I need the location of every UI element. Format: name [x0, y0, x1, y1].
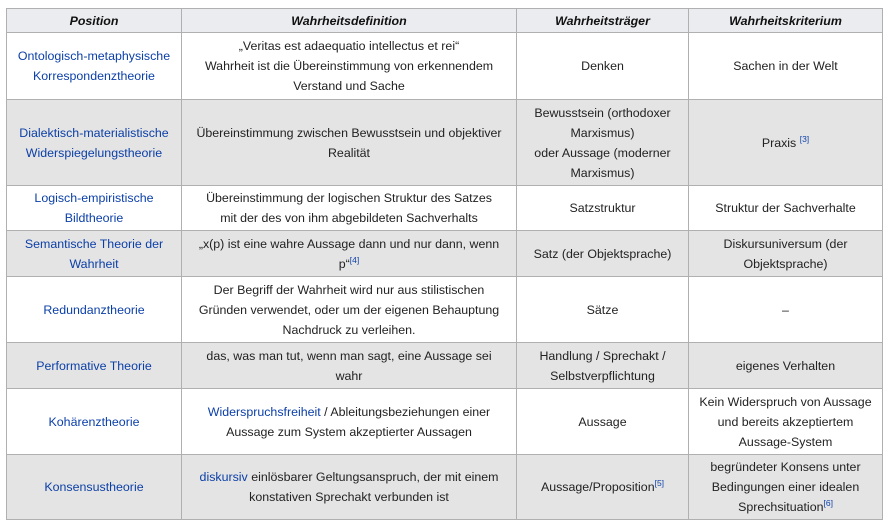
kriterium-line: Kein Widerspruch von Aussage: [699, 394, 872, 409]
kriterium-cell: [689, 231, 883, 277]
traeger-cell: [517, 343, 689, 389]
traeger-line: oder Aussage (moderner: [534, 145, 671, 160]
definition-cell: [182, 186, 517, 231]
position-link-line[interactable]: Dialektisch-materialistische: [19, 125, 169, 140]
kriterium-cell: [689, 343, 883, 389]
footnote-ref[interactable]: [3]: [799, 133, 810, 144]
kriterium-line: Objektsprache): [743, 256, 828, 271]
definition-cell: [182, 389, 517, 455]
traeger-line: Marxismus): [570, 125, 635, 140]
header-wahrheitstraeger: Wahrheitsträger: [517, 9, 689, 33]
definition-line: „Veritas est adaequatio intellectus et rei“: [238, 39, 460, 53]
definition-line: „x(p) ist eine wahre Aussage dann und nur dann, wenn: [198, 236, 500, 251]
kriterium-line: Aussage-System: [738, 434, 833, 449]
footnote-ref[interactable]: [6]: [823, 497, 833, 508]
kriterium-line: Diskursuniversum (der: [723, 236, 848, 251]
position-link-line[interactable]: Redundanztheorie: [43, 302, 145, 317]
traeger-line: Bewusstsein (orthodoxer: [534, 105, 671, 120]
table-row: [7, 277, 883, 343]
definition-line: Gründen verwendet, oder um der eigenen Behauptung: [198, 302, 500, 317]
footnote-ref[interactable]: [5]: [654, 477, 665, 488]
kriterium-cell: [689, 277, 883, 343]
table-row: [7, 100, 883, 186]
definition-line: Wahrheit ist die Übereinstimmung von erkennendem: [204, 59, 494, 73]
definition-line: Der Begriff der Wahrheit wird nur aus stilistischen: [213, 282, 485, 297]
position-cell[interactable]: [7, 186, 182, 231]
kriterium-line: Praxis: [761, 135, 797, 150]
kriterium-line: Struktur der Sachverhalte: [715, 201, 856, 215]
kriterium-line: Sprechsituation: [738, 500, 824, 514]
kriterium-line: begründeter Konsens unter: [710, 460, 861, 474]
position-cell[interactable]: [7, 343, 182, 389]
definition-line: Übereinstimmung der logischen Struktur des Satzes: [206, 191, 492, 205]
position-link-line[interactable]: Wahrheit: [69, 256, 119, 271]
position-link-line[interactable]: Korrespondenztheorie: [33, 69, 155, 83]
definition-line: p“: [338, 256, 350, 271]
traeger-cell: [517, 389, 689, 455]
definition-line: / Ableitungsbeziehungen einer: [320, 404, 491, 419]
traeger-cell: [517, 231, 689, 277]
kriterium-cell: [689, 33, 883, 100]
traeger-cell: [517, 33, 689, 100]
position-link-line[interactable]: Performative Theorie: [36, 358, 152, 373]
traeger-line: Marxismus): [570, 165, 635, 180]
traeger-cell: [517, 100, 689, 186]
traeger-cell: [517, 277, 689, 343]
traeger-line: Aussage: [578, 414, 627, 429]
definition-line: Aussage zum System akzeptierter Aussagen: [226, 424, 472, 439]
table-row: [7, 231, 883, 277]
table-row: [7, 186, 883, 231]
kriterium-cell: [689, 100, 883, 186]
truth-theories-table: [6, 8, 883, 520]
position-link-line[interactable]: Ontologisch-metaphysische: [17, 49, 171, 63]
definition-line: Nachdruck zu verleihen.: [282, 322, 416, 337]
kriterium-cell: [689, 455, 883, 520]
position-link-line[interactable]: Konsensustheorie: [44, 480, 144, 494]
traeger-cell: [517, 186, 689, 231]
position-link-line[interactable]: Bildtheorie: [64, 211, 124, 225]
header-wahrheitsdefinition: Wahrheitsdefinition: [182, 9, 517, 33]
traeger-line: Satz (der Objektsprache): [533, 246, 672, 261]
traeger-line: Sätze: [586, 302, 619, 317]
definition-cell: [182, 343, 517, 389]
definition-cell: [182, 455, 517, 520]
position-link-line[interactable]: Widerspiegelungstheorie: [25, 145, 163, 160]
traeger-cell: [517, 455, 689, 520]
definition-line: Verstand und Sache: [293, 79, 405, 93]
definition-cell: [182, 277, 517, 343]
position-cell[interactable]: [7, 277, 182, 343]
definition-line: wahr: [335, 368, 363, 383]
position-cell[interactable]: [7, 389, 182, 455]
kriterium-line: eigenes Verhalten: [735, 358, 836, 373]
footnote-ref[interactable]: [4]: [349, 254, 360, 265]
position-link-line[interactable]: Semantische Theorie der: [24, 236, 164, 251]
position-cell[interactable]: [7, 100, 182, 186]
table-row: [7, 455, 883, 520]
definition-cell: [182, 100, 517, 186]
definition-cell: [182, 231, 517, 277]
definition-cell: [182, 33, 517, 100]
traeger-line: Denken: [581, 59, 624, 73]
definition-link[interactable]: Widerspruchsfreiheit: [207, 404, 321, 419]
position-cell[interactable]: [7, 33, 182, 100]
traeger-line: Handlung / Sprechakt /: [539, 348, 666, 363]
table-header-row: [7, 9, 883, 33]
kriterium-line: Sachen in der Welt: [733, 59, 838, 73]
definition-line: Realität: [327, 145, 370, 160]
traeger-line: Selbstverpflichtung: [550, 368, 655, 383]
kriterium-cell: [689, 186, 883, 231]
definition-link[interactable]: diskursiv: [199, 470, 248, 484]
table-row: [7, 343, 883, 389]
table-row: [7, 389, 883, 455]
kriterium-line: –: [782, 302, 789, 317]
table-row: [7, 33, 883, 100]
definition-line: das, was man tut, wenn man sagt, eine Aussage sei: [206, 348, 492, 363]
traeger-line: Aussage/Proposition: [540, 480, 655, 494]
header-position: Position: [7, 9, 182, 33]
position-cell[interactable]: [7, 231, 182, 277]
kriterium-line: Bedingungen einer idealen: [711, 480, 860, 494]
definition-line: mit der des von ihm abgebildeten Sachverhalts: [220, 211, 478, 225]
traeger-line: Satzstruktur: [569, 201, 636, 215]
kriterium-line: und bereits akzeptiertem: [717, 414, 854, 429]
position-cell[interactable]: [7, 455, 182, 520]
header-wahrheitskriterium: Wahrheitskriterium: [689, 9, 883, 33]
position-link-line[interactable]: Kohärenztheorie: [48, 414, 140, 429]
definition-line: Übereinstimmung zwischen Bewusstsein und objektiver: [196, 125, 502, 140]
position-link-line[interactable]: Logisch-empiristische: [34, 191, 154, 205]
definition-line: konstativen Sprechakt verbunden ist: [249, 490, 449, 504]
definition-line: einlösbarer Geltungsanspruch, der mit einem: [247, 470, 499, 484]
kriterium-cell: [689, 389, 883, 455]
